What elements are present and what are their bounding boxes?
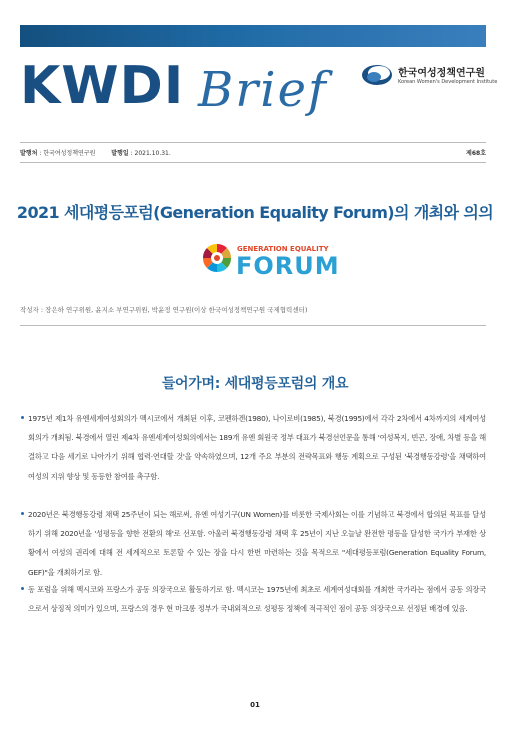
date-value: 2021.10.31. (134, 150, 171, 157)
gef-color-wheel-icon (202, 243, 232, 273)
author-line: 작성자 : 장은하 연구위원, 윤지소 부연구위원, 박윤정 연구원(이상 한국여성정책연구원 국제협력센터) (20, 306, 308, 314)
paragraph-text: 1975년 제1차 유엔세계여성회의가 멕시코에서 개최된 이후, 코펜하겐(1980), 나이로비(1985), 북경(1995)에서 각각 2차에서 4차까지의 세계여성회의가 개최됨. 북경에서 열린 제4차 유엔세계여성회의에서는 189개 유엔 회원국 정부 대표가 북경선언문을 통해 '여성복지, 빈곤, 장애, 차별 등을 해결하고 다음 세기로 나아가기 위해 협력·연대할 것'을 약속하였으며, 12개 주요 부분의 전략목표와 행동 계획으로 구성된 '북경행동강령'을 채택하여 여성의 지위 향상 및 동등한 참여를 촉구함. (28, 414, 486, 481)
issue-number: 제68호 (466, 150, 486, 157)
series-wordmark: Brief (198, 62, 328, 118)
paragraph-text: 동 포럼을 위해 멕시코와 프랑스가 공동 의장국으로 활동하기로 함. 멕시코는 1975년에 최초로 세계여성대회를 개최한 국가라는 점에서 공동 의장국으로서 상징적 의미가 있으며, 프랑스의 경우 현 마크롱 정부가 국내외적으로 성평등 정책에 적극적인 점이 공동 의장국으로 선정된 배경에 있음. (28, 585, 486, 614)
bullet-paragraph (28, 580, 486, 618)
gef-logo-top-text: GENERATION EQUALITY (237, 245, 329, 253)
divider (20, 142, 486, 143)
bullet-dot-icon (21, 416, 24, 419)
gef-logo-main-text: FORUM (236, 252, 340, 280)
brand-wordmark: KWDI (20, 56, 185, 116)
section-heading: 들어가며: 세대평등포럼의 개요 (161, 376, 349, 392)
org-name-korean: 한국여성정책연구원 (398, 68, 485, 79)
org-name-english: Korean Women's Development Institute (398, 79, 498, 85)
publisher-label: 발행처 (20, 150, 38, 157)
bullet-dot-icon (21, 512, 24, 515)
publication-meta: 발행처 : 한국여성정책연구원 발행일 : 2021.10.31. 제68호 (20, 150, 486, 157)
paragraph-text: 2020년은 북경행동강령 채택 25주년이 되는 해로써, 유엔 여성기구(UN Women)를 비롯한 국제사회는 이를 기념하고 북경에서 합의된 목표를 달성하기 위해 2020년을 '성평등을 향한 전환의 해'로 선포함. 아울러 북경행동강령 채택 후 25년이 지난 오늘날 완전한 평등을 달성한 국가가 부재한 상황에서 여성의 권리에 대해 전 세계적으로 토론할 수 있는 장을 다시 한번 마련하는 것을 목적으로 "세대평등포럼(Generation Equality Forum, GEF)"을 개최하기로 함. (28, 510, 486, 577)
bullet-dot-icon (21, 587, 24, 590)
bullet-paragraph (28, 409, 486, 486)
date-label: 발행일 (111, 150, 129, 157)
kwdi-emblem-icon (360, 62, 394, 88)
divider (20, 325, 486, 326)
document-title: 2021 세대평등포럼(Generation Equality Forum)의 개최와 의의 (16, 203, 494, 222)
bullet-paragraph (28, 505, 486, 582)
page-number: 01 (250, 701, 260, 709)
publisher-value: 한국여성정책연구원 (43, 150, 96, 157)
header-banner-bar (20, 25, 486, 47)
divider (20, 162, 486, 163)
